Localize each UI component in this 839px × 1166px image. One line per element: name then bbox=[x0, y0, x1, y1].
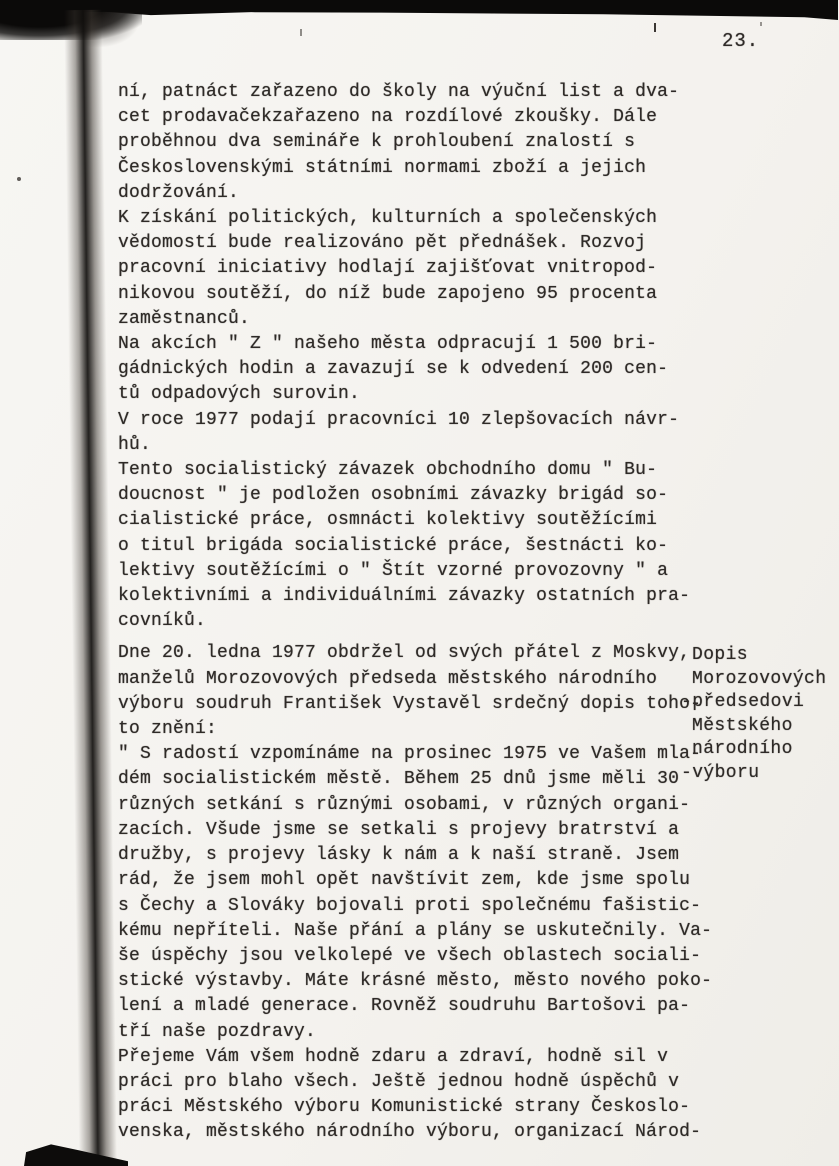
margin-note bbox=[681, 644, 839, 786]
text-line: rád, že jsem mohl opět navštívit zem, kde jsme spolu bbox=[118, 870, 691, 891]
text-line: práci pro blaho všech. Ještě jednou hodně úspěchů v bbox=[118, 1071, 680, 1092]
text-line: Přejeme Vám všem hodně zdaru a zdraví, hodně sil v bbox=[118, 1046, 669, 1067]
text-line: gádnických hodin a zavazují se k odvedení 200 cen- bbox=[118, 359, 669, 380]
text-line: pracovní iniciativy hodlají zajišťovat vnitropod- bbox=[118, 258, 658, 279]
text-line: -předsedovi bbox=[681, 692, 805, 713]
text-line: to znění: bbox=[118, 719, 218, 740]
text-line: družby, s projevy lásky k nám a k naší straně. Jsem bbox=[118, 845, 680, 866]
text-line: K získání politických, kulturních a společenských bbox=[118, 208, 658, 229]
text-line: covníků. bbox=[118, 611, 207, 632]
paragraph bbox=[118, 408, 693, 458]
paragraph bbox=[118, 80, 693, 206]
text-line: V roce 1977 podají pracovníci 10 zlepšovacích návr- bbox=[118, 409, 680, 430]
text-line: Morozovových bbox=[692, 668, 827, 689]
text-line: -výboru bbox=[681, 762, 760, 783]
text-line: Dopis bbox=[692, 645, 749, 665]
text-line: nikovou soutěží, do níž bude zapojeno 95 procenta bbox=[118, 283, 658, 304]
text-line: hů. bbox=[118, 434, 152, 455]
text-line: zaměstnanců. bbox=[118, 308, 251, 329]
paragraph bbox=[118, 641, 702, 742]
text-line: stické výstavby. Máte krásné město, město nového poko- bbox=[118, 971, 713, 992]
text-line: ní, patnáct zařazeno do školy na výuční list a dva- bbox=[118, 82, 680, 102]
text-line: doucnost " je podložen osobními závazky brigád so- bbox=[118, 485, 669, 506]
text-line: kému nepříteli. Naše přání a plány se uskutečnily. Va- bbox=[118, 920, 713, 941]
text-line: s Čechy a Slováky bojovali proti společnému fašistic- bbox=[118, 895, 702, 916]
text-line: tů odpadových surovin. bbox=[118, 384, 361, 405]
ink-speck bbox=[300, 29, 302, 36]
page-number: 23. bbox=[722, 30, 760, 52]
text-line: národního bbox=[692, 739, 793, 760]
text-line: " S radostí vzpomínáme na prosinec 1975 ve Vašem mla- bbox=[118, 744, 702, 765]
text-line: cet prodavačekzařazeno na rozdílové zkoušky. Dále bbox=[118, 107, 658, 128]
text-line: různých setkání s různými osobami, v různých organi- bbox=[118, 794, 691, 815]
text-line: lektivy soutěžícími o " Štít vzorné provozovny " a bbox=[118, 560, 669, 581]
binding-shadow bbox=[64, 10, 117, 1162]
text-line: kolektivními a individuálními závazky ostatních pra- bbox=[118, 586, 691, 607]
paragraph bbox=[118, 206, 693, 332]
text-line: venska, městského národního výboru, organizací Národ- bbox=[118, 1122, 702, 1143]
text-line: Tento socialistický závazek obchodního domu " Bu- bbox=[118, 460, 658, 481]
text-line: proběhnou dva semináře k prohloubení znalostí s bbox=[118, 132, 636, 153]
ink-speck bbox=[17, 177, 21, 181]
text-line: Na akcích " Z " našeho města odpracují 1 500 bri- bbox=[118, 334, 658, 355]
text-line: dodržování. bbox=[118, 182, 240, 203]
text-line: výboru soudruh František Vystavěl srdečný dopis toho- bbox=[118, 693, 702, 714]
text-line: Československými státními normami zboží a jejich bbox=[118, 157, 647, 178]
text-line: manželů Morozovových předseda městského národního bbox=[118, 668, 658, 689]
paragraph bbox=[118, 1045, 702, 1146]
text-line: vědomostí bude realizováno pět přednášek. Rozvoj bbox=[118, 233, 647, 254]
typewritten-body bbox=[118, 80, 713, 1146]
text-line: o titul brigáda socialistické práce, šestnácti ko- bbox=[118, 535, 669, 556]
text-line: cialistické práce, osmnácti kolektivy soutěžícími bbox=[118, 510, 658, 531]
text-line: zacích. Všude jsme se setkali s projevy bratrství a bbox=[118, 819, 680, 840]
text-line: še úspěchy jsou velkolepé ve všech oblastech sociali- bbox=[118, 945, 702, 966]
ink-speck bbox=[760, 22, 762, 26]
text-line: Městského bbox=[692, 715, 793, 736]
text-line: Dne 20. ledna 1977 obdržel od svých přátel z Moskvy, bbox=[118, 643, 691, 664]
text-line: lení a mladé generace. Rovněž soudruhu Bartošovi pa- bbox=[118, 996, 691, 1017]
text-line: práci Městského výboru Komunistické strany Českoslo- bbox=[118, 1097, 691, 1118]
paragraph bbox=[118, 332, 693, 408]
text-line: tří naše pozdravy. bbox=[118, 1021, 317, 1042]
paragraph bbox=[118, 458, 693, 634]
ink-speck bbox=[654, 23, 656, 32]
text-line: dém socialistickém městě. Během 25 dnů jsme měli 30 bbox=[118, 769, 680, 790]
paragraph bbox=[118, 742, 713, 1044]
